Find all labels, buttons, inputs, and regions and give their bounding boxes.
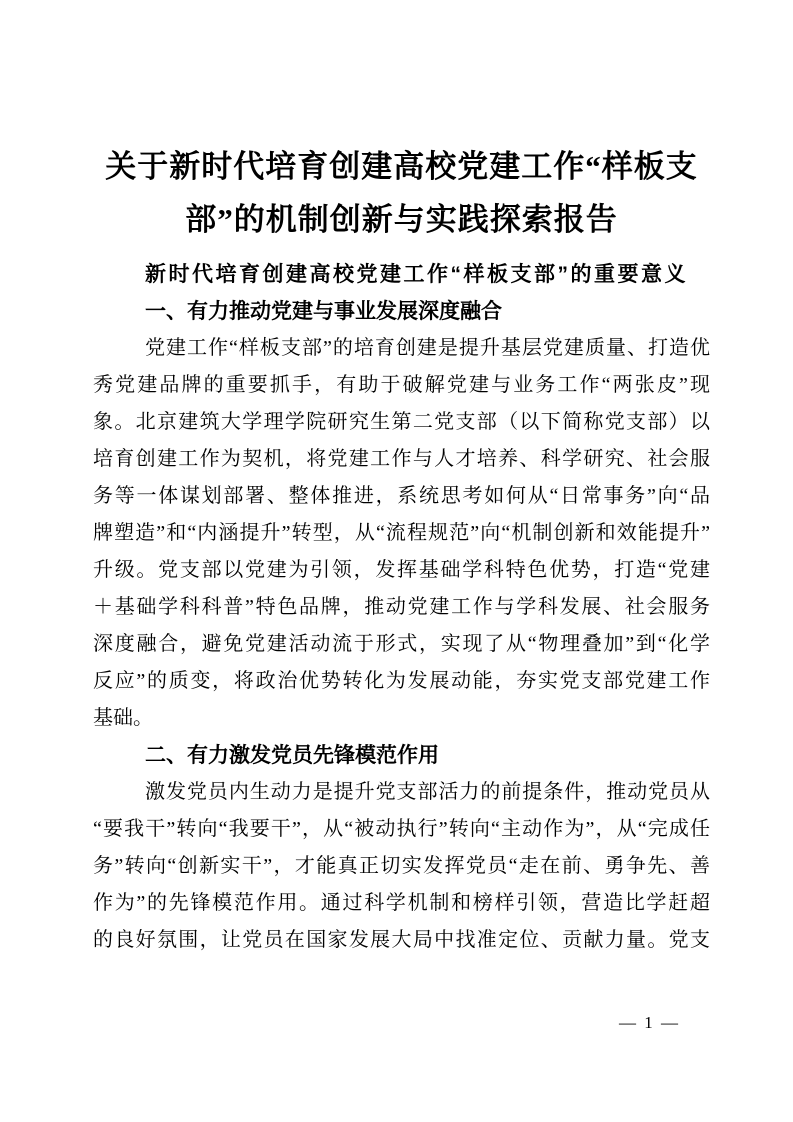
paragraph-line: 深度融合，避免党建活动流于形式，实现了从“物理叠加”到“化学	[93, 633, 710, 655]
paragraph-line: 激发党员内生动力是提升党支部活力的前提条件，推动党员从	[145, 781, 710, 803]
document-subtitle: 新时代培育创建高校党建工作“样板支部”的重要意义	[145, 263, 688, 286]
paragraph-line: 务”转向“创新实干”，才能真正切实发挥党员“走在前、勇争先、善	[93, 855, 710, 877]
paragraph-line: “要我干”转向“我要干”，从“被动执行”转向“主动作为”，从“完成任	[93, 818, 710, 840]
paragraph-line: 的良好氛围，让党员在国家发展大局中找准定位、贡献力量。党支	[93, 929, 710, 951]
document-title-line-1: 关于新时代培育创建高校党建工作“样板支	[105, 149, 698, 184]
paragraph-line: 秀党建品牌的重要抓手，有助于破解党建与业务工作“两张皮”现	[93, 374, 710, 396]
paragraph-line: 党建工作“样板支部”的培育创建是提升基层党建质量、打造优	[145, 337, 710, 359]
document-body	[93, 140, 710, 959]
paragraph-line: 培育创建工作为契机，将党建工作与人才培养、科学研究、社会服	[93, 448, 710, 470]
paragraph-line: 务等一体谋划部署、整体推进，系统思考如何从“日常事务”向“品	[93, 485, 710, 507]
section-heading-1: 一、有力推动党建与事业发展深度融合	[145, 300, 502, 323]
paragraph-line: 作为”的先锋模范作用。通过科学机制和榜样引领，营造比学赶超	[93, 892, 710, 914]
page-number: — 1 —	[619, 1013, 680, 1032]
document-title-line-2: 部”的机制创新与实践探索报告	[185, 202, 618, 237]
paragraph-line: 反应”的质变，将政治优势转化为发展动能，夯实党支部党建工作	[93, 670, 710, 692]
section-heading-2: 二、有力激发党员先锋模范作用	[145, 744, 439, 767]
paragraph-line: ＋基础学科科普”特色品牌，推动党建工作与学科发展、社会服务	[93, 596, 710, 618]
paragraph-line: 基础。	[93, 707, 153, 729]
paragraph-line: 象。北京建筑大学理学院研究生第二党支部（以下简称党支部）以	[93, 411, 710, 433]
title-gap	[93, 246, 710, 256]
paragraph-line: 升级。党支部以党建为引领，发挥基础学科特色优势，打造“党建	[93, 559, 710, 581]
paragraph-line: 牌塑造”和“内涵提升”转型，从“流程规范”向“机制创新和效能提升”	[93, 522, 710, 544]
